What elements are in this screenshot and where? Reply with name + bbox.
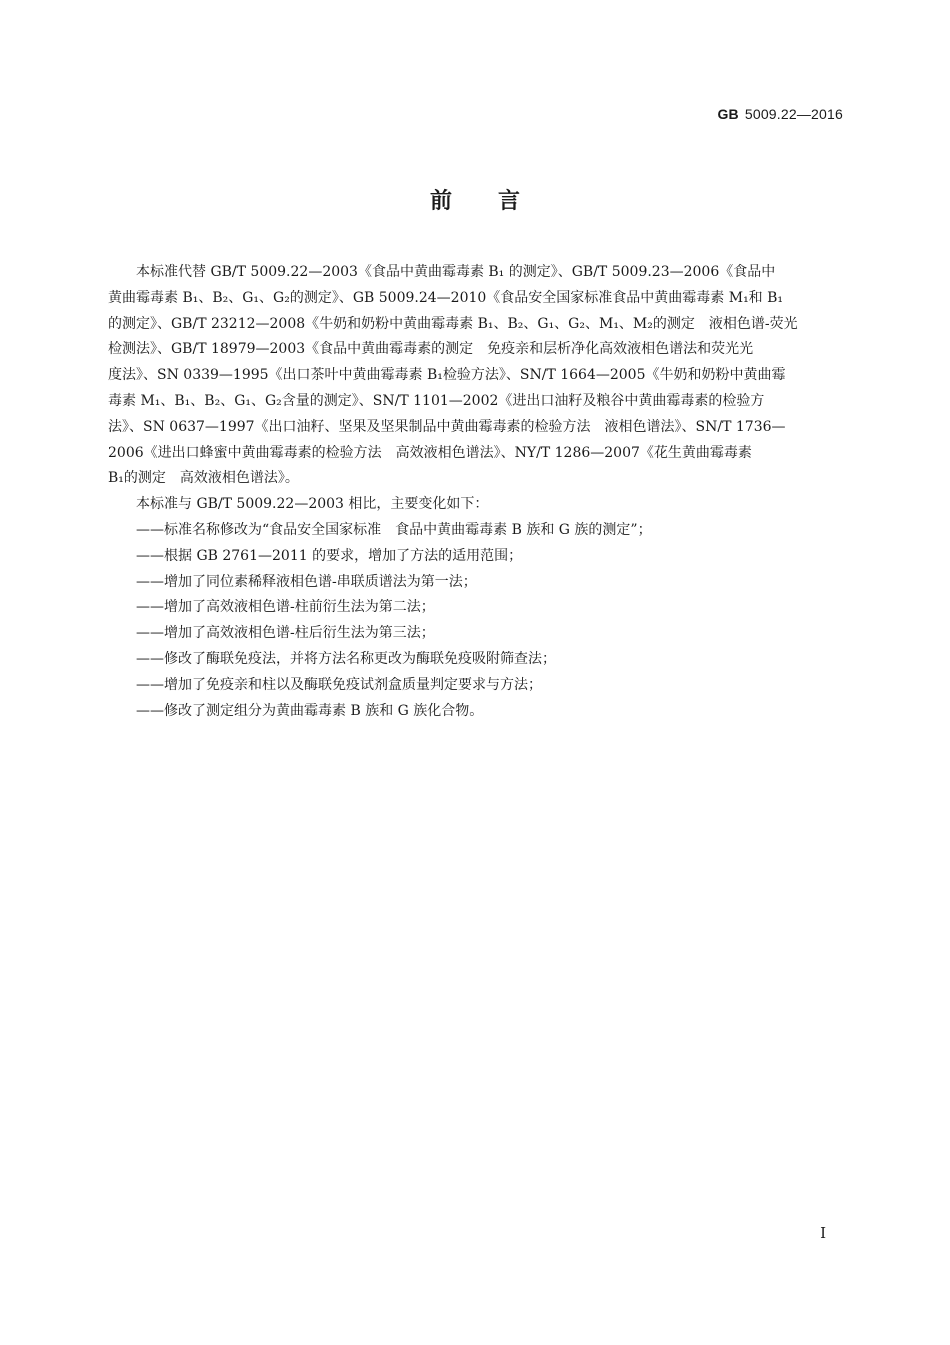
changes-intro-paragraph: 本标准与 GB/T 5009.22—2003 相比，主要变化如下： <box>136 496 489 513</box>
list-item: ——增加了高效液相色谱-柱后衍生法为第三法； <box>136 625 435 642</box>
paragraph-line: 度法》、SN 0339—1995《出口茶叶中黄曲霉毒素 B₁检验方法》、SN/T 1664—2005《牛奶和奶粉中黄曲霉 <box>108 367 786 384</box>
list-item: ——增加了同位素稀释液相色谱-串联质谱法为第一法； <box>136 573 477 590</box>
list-item: ——标准名称修改为“食品安全国家标准 食品中黄曲霉毒素 B 族和 G 族的测定”； <box>136 521 652 538</box>
paragraph-line: 法》、SN 0637—1997《出口油籽、坚果及坚果制品中黄曲霉毒素的检验方法 液相色谱法》、SN/T 1736— <box>108 418 786 435</box>
list-item: ——根据 GB 2761—2011 的要求，增加了方法的适用范围； <box>136 547 523 564</box>
standard-number: 5009.22—2016 <box>744 106 843 122</box>
paragraph-line: 的测定》、GB/T 23212—2008《牛奶和奶粉中黄曲霉毒素 B₁、B₂、G₁、G₂、M₁、M₂的测定 液相色谱-荧光 <box>108 315 798 332</box>
list-item: ——修改了酶联免疫法，并将方法名称更改为酶联免疫吸附筛查法； <box>136 650 556 667</box>
paragraph-line: B₁的测定 高效液相色谱法》。 <box>108 470 299 487</box>
standard-prefix: GB <box>717 106 739 122</box>
changes-list <box>108 518 842 724</box>
list-item: ——增加了免疫亲和柱以及酶联免疫试剂盒质量判定要求与方法； <box>136 676 542 693</box>
paragraph-line: 检测法》、GB/T 18979—2003《食品中黄曲霉毒素的测定 免疫亲和层析净化高效液相色谱法和荧光光 <box>108 341 754 358</box>
standard-code-header <box>717 106 843 122</box>
list-item: ——修改了测定组分为黄曲霉毒素 B 族和 G 族化合物。 <box>136 702 484 719</box>
page-number: I <box>820 1224 826 1242</box>
page-title: 前言 <box>429 189 566 214</box>
list-item: ——增加了高效液相色谱-柱前衍生法为第二法； <box>136 599 435 616</box>
replacement-paragraph <box>108 260 842 492</box>
foreword-body <box>108 260 842 724</box>
paragraph-line: 黄曲霉毒素 B₁、B₂、G₁、G₂的测定》、GB 5009.24—2010《食品安全国家标准食品中黄曲霉毒素 M₁和 B₁ <box>108 289 784 306</box>
paragraph-line: 2006《进出口蜂蜜中黄曲霉毒素的检验方法 高效液相色谱法》、NY/T 1286—2007《花生黄曲霉毒素 <box>108 444 752 461</box>
paragraph-line: 本标准代替 GB/T 5009.22—2003《食品中黄曲霉毒素 B₁ 的测定》、GB/T 5009.23—2006《食品中 <box>136 264 776 280</box>
paragraph-line: 毒素 M₁、B₁、B₂、G₁、G₂含量的测定》、SN/T 1101—2002《进出口油籽及粮谷中黄曲霉毒素的检验方 <box>108 392 765 409</box>
